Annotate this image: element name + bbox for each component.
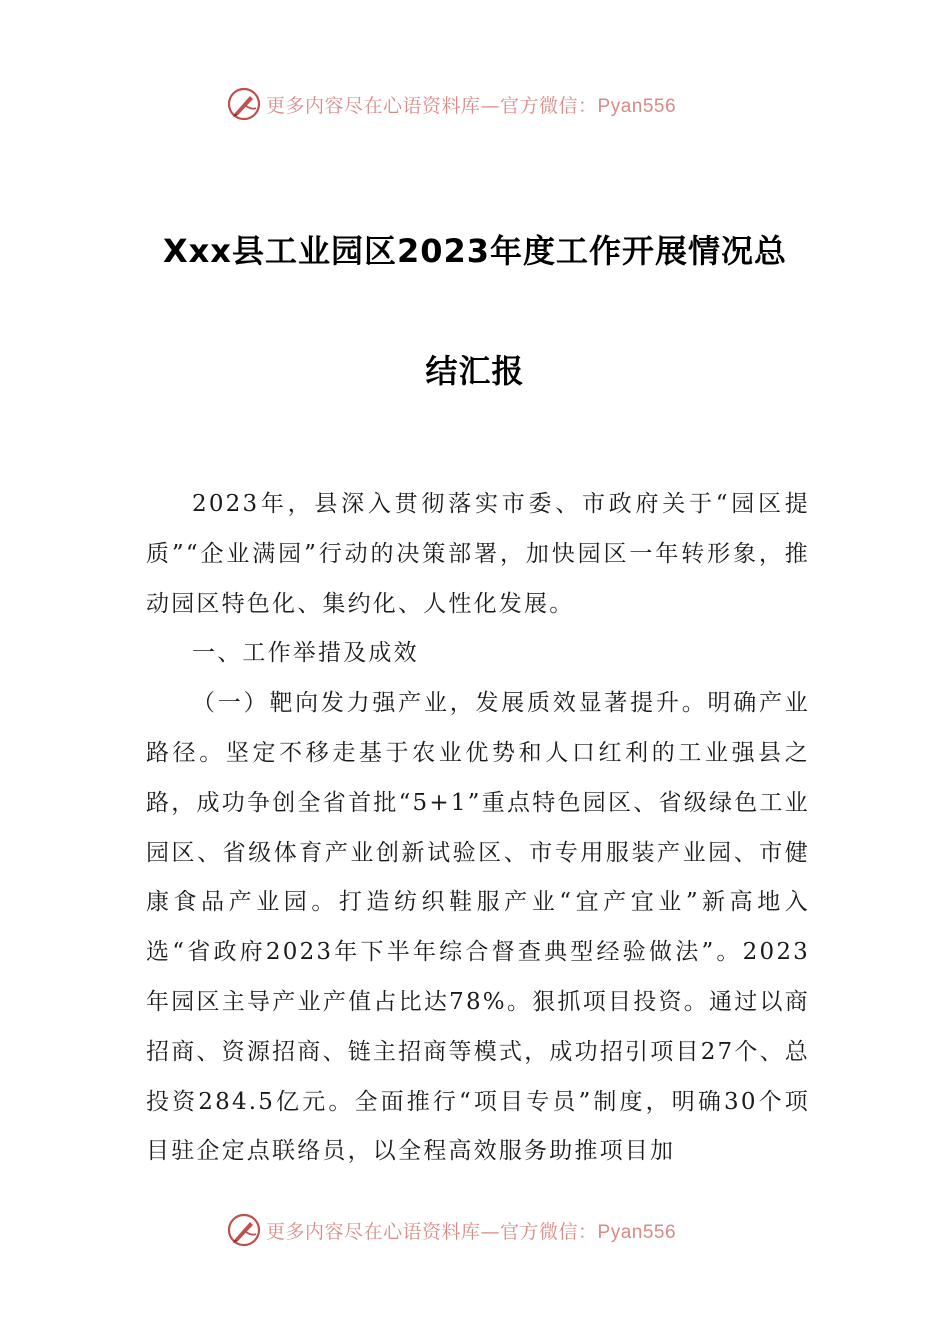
paragraph-section-1: （一）靶向发力强产业，发展质效显著提升。明确产业路径。坚定不移走基于农业优势和人口红利的工业强县之路，成功争创全省首批“5+1”重点特色园区、省级绿色工业园区、省级体育产业创新试验区、市专用服装产业园、市健康食品产业园。打造纺织鞋服产业“宜产宜业”新高地入选“省政府2023年下半年综合督查典型经验做法”。2023年园区主导产业产值占比达78%。狠抓项目投资。通过以商招商、资源招商、链主招商等模式，成功招引项目27个、总投资284.5亿元。全面推行“项目专员”制度，明确30个项目驻企定点联络员，以全程高效服务助推项目加 <box>146 690 810 1165</box>
header-watermark <box>226 84 746 124</box>
watermark-text: 更多内容尽在心语资料库—官方微信：Pyan556 <box>266 94 677 117</box>
footer-watermark <box>226 1210 746 1250</box>
watermark-handle: Pyan556 <box>597 95 677 117</box>
document-body <box>146 480 810 1177</box>
pen-nib-logo-icon <box>226 1212 262 1248</box>
watermark-handle: Pyan556 <box>597 1221 677 1243</box>
watermark-text: 更多内容尽在心语资料库—官方微信：Pyan556 <box>266 1220 677 1243</box>
pen-nib-logo-icon <box>226 86 262 122</box>
document-title-line-1: Xxx县工业园区2023年度工作开展情况总 <box>162 232 788 270</box>
document-title-line-2: 结汇报 <box>425 352 525 390</box>
paragraph-intro: 2023年，县深入贯彻落实市委、市政府关于“园区提质”“企业满园”行动的决策部署，加快园区一年转形象，推动园区特色化、集约化、人性化发展。 <box>146 491 810 617</box>
section-heading: 一、工作举措及成效 <box>192 640 419 667</box>
